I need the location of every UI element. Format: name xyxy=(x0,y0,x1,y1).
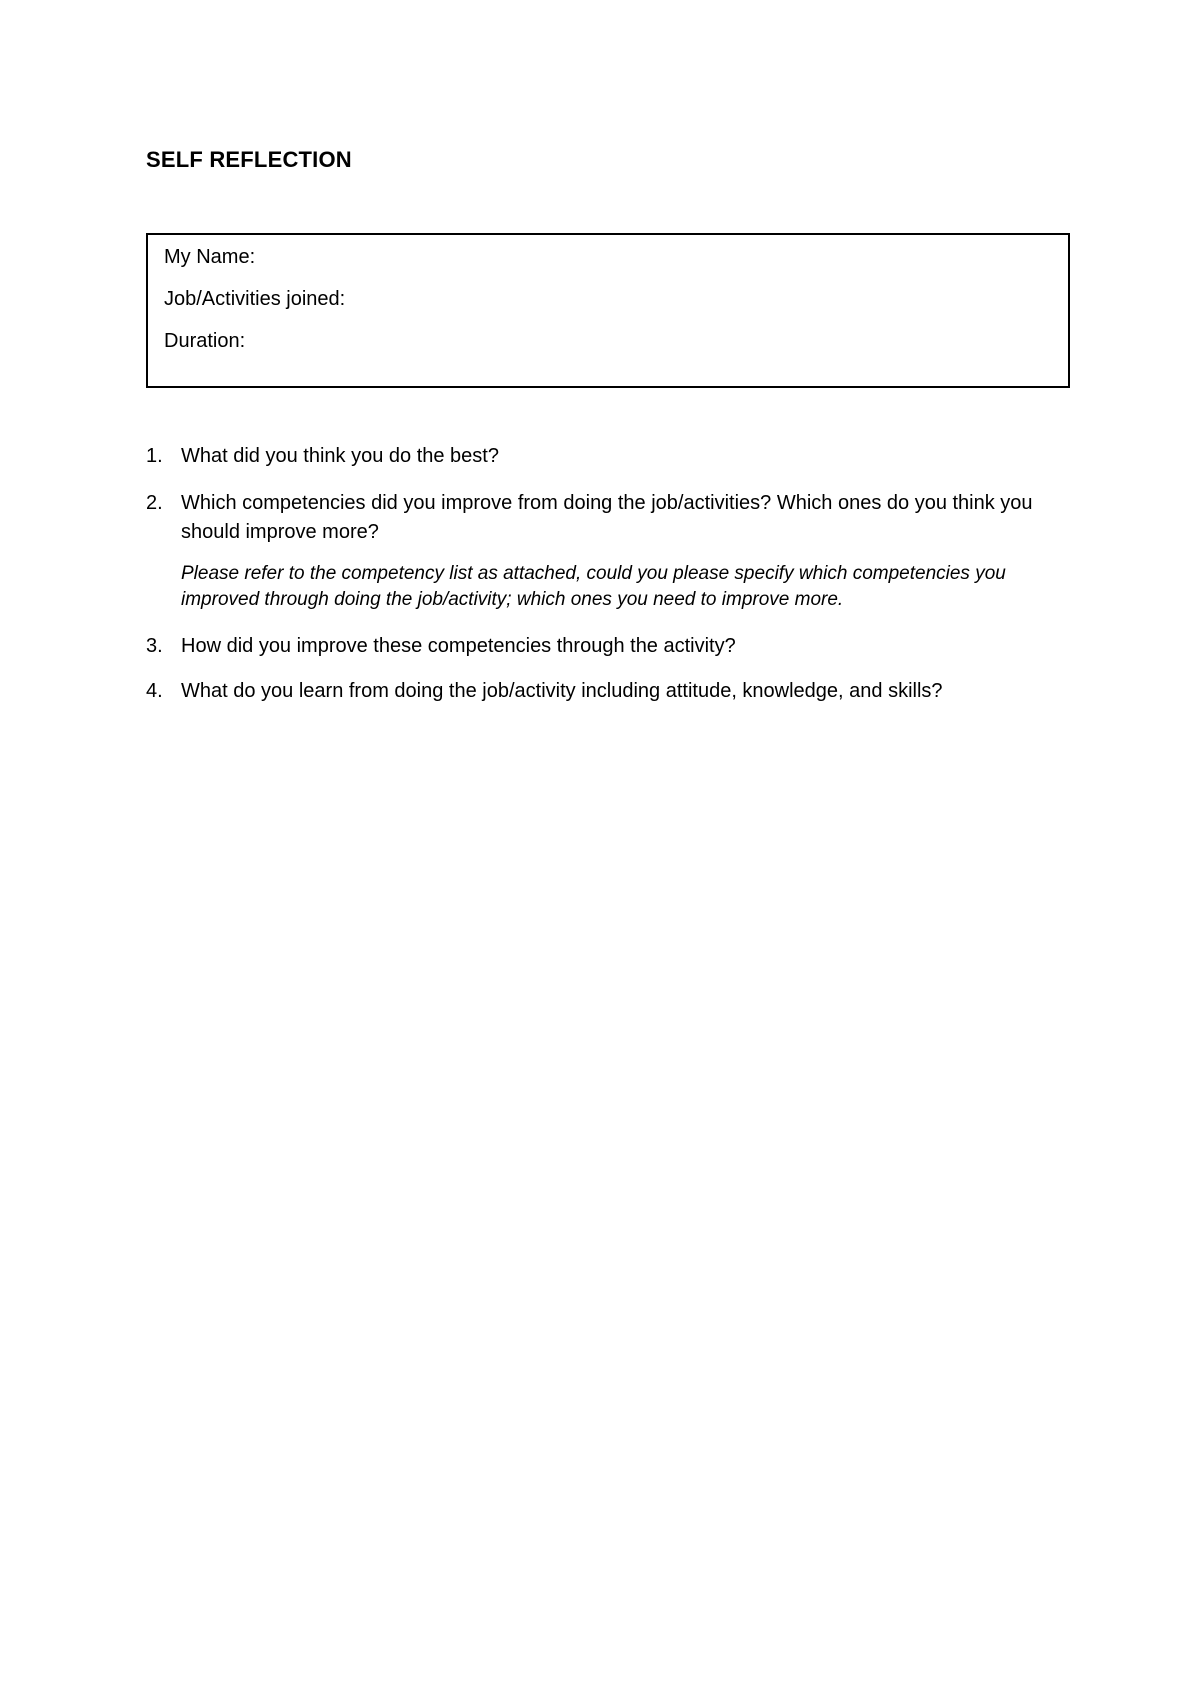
question-text: How did you improve these competencies through the activity? xyxy=(181,635,736,657)
question-note: Please refer to the competency list as attached, could you please specify which competencies you improved through doing the job/activity; which ones you need to improve more. xyxy=(181,563,1006,610)
question-text: Which competencies did you improve from doing the job/activities? Which ones do you think you should improve more? xyxy=(181,492,1033,543)
info-box xyxy=(146,233,1070,388)
question-number: 3. xyxy=(146,635,163,657)
my-name-label: My Name: xyxy=(164,246,256,268)
document-title: SELF REFLECTION xyxy=(146,147,352,172)
duration-label: Duration: xyxy=(164,330,246,352)
question-number: 1. xyxy=(146,445,163,467)
question-text: What did you think you do the best? xyxy=(181,445,499,467)
question-number: 4. xyxy=(146,680,163,702)
job-activities-label: Job/Activities joined: xyxy=(164,288,346,310)
question-number: 2. xyxy=(146,492,163,514)
question-text: What do you learn from doing the job/activity including attitude, knowledge, and skills? xyxy=(181,680,943,702)
